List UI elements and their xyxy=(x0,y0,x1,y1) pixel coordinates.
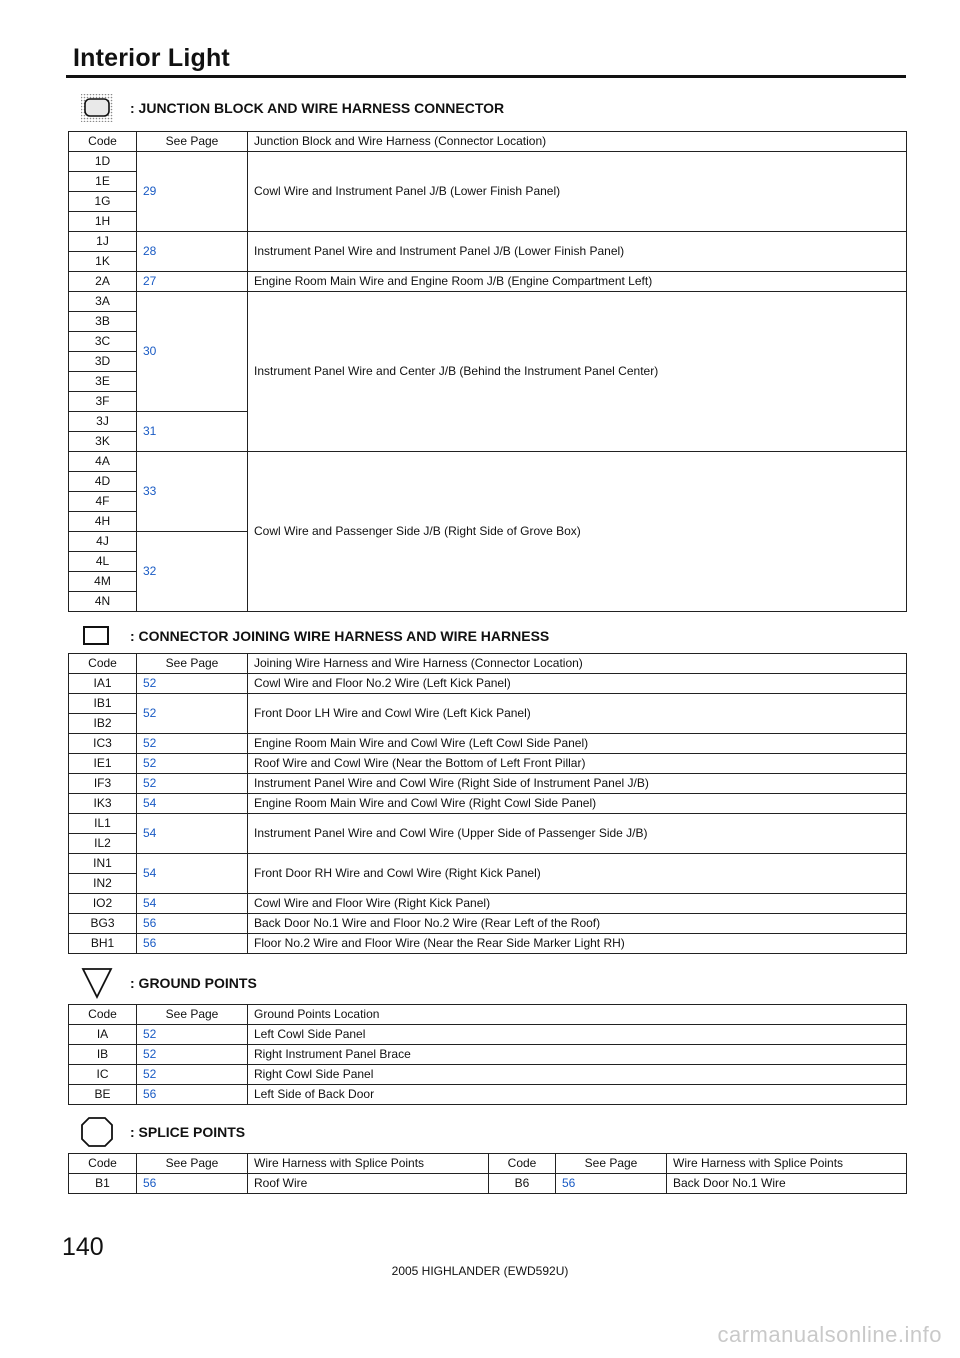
table-row xyxy=(69,674,907,694)
ground-section-heading xyxy=(80,967,257,999)
table-row xyxy=(69,814,907,834)
see-page-link: 56 xyxy=(137,1085,248,1105)
location-description: Cowl Wire and Floor No.2 Wire (Left Kick Panel) xyxy=(248,674,907,694)
page-number: 140 xyxy=(62,1233,104,1261)
connector-code: IL2 xyxy=(69,834,137,854)
location-description: Front Door RH Wire and Cowl Wire (Right Kick Panel) xyxy=(248,854,907,894)
see-page-link: 54 xyxy=(137,794,248,814)
connector-code: 4H xyxy=(69,512,137,532)
connector-code: 1E xyxy=(69,172,137,192)
table-row xyxy=(69,894,907,914)
table-row xyxy=(69,452,907,472)
table-row xyxy=(69,734,907,754)
column-header: See Page xyxy=(556,1154,667,1174)
connector-code: BE xyxy=(69,1085,137,1105)
column-header: See Page xyxy=(137,1154,248,1174)
location-description: Left Cowl Side Panel xyxy=(248,1025,907,1045)
see-page-link: 52 xyxy=(137,1025,248,1045)
location-description: Cowl Wire and Instrument Panel J/B (Lower Finish Panel) xyxy=(248,152,907,232)
see-page-link: 30 xyxy=(137,292,248,412)
location-description: Instrument Panel Wire and Cowl Wire (Upper Side of Passenger Side J/B) xyxy=(248,814,907,854)
column-header: See Page xyxy=(137,132,248,152)
page-footer: 2005 HIGHLANDER (EWD592U) xyxy=(391,1264,569,1278)
see-page-link: 52 xyxy=(137,774,248,794)
column-header: Ground Points Location xyxy=(248,1005,907,1025)
connector-section-heading xyxy=(80,620,549,652)
connector-code: IA1 xyxy=(69,674,137,694)
connector-code: IB1 xyxy=(69,694,137,714)
location-description: Right Cowl Side Panel xyxy=(248,1065,907,1085)
column-header: Code xyxy=(69,1005,137,1025)
table-row xyxy=(69,272,907,292)
connector-code: 4F xyxy=(69,492,137,512)
location-description: Instrument Panel Wire and Cowl Wire (Right Side of Instrument Panel J/B) xyxy=(248,774,907,794)
connector-code: BH1 xyxy=(69,934,137,954)
see-page-link: 29 xyxy=(137,152,248,232)
connector-code: 3F xyxy=(69,392,137,412)
splice-section-heading xyxy=(80,1116,245,1148)
table-row xyxy=(69,1174,907,1194)
connector-code: 3J xyxy=(69,412,137,432)
connector-code: 4M xyxy=(69,572,137,592)
see-page-link: 52 xyxy=(137,1065,248,1085)
table-row xyxy=(69,914,907,934)
connector-code: IN1 xyxy=(69,854,137,874)
junction-block-icon xyxy=(80,92,124,124)
connector-code: IN2 xyxy=(69,874,137,894)
connector-code: BG3 xyxy=(69,914,137,934)
location-description: Engine Room Main Wire and Cowl Wire (Right Cowl Side Panel) xyxy=(248,794,907,814)
connector-code: IK3 xyxy=(69,794,137,814)
connector-code: 1D xyxy=(69,152,137,172)
location-description: Engine Room Main Wire and Engine Room J/B (Engine Compartment Left) xyxy=(248,272,907,292)
table-header-row xyxy=(69,654,907,674)
see-page-link: 52 xyxy=(137,734,248,754)
location-description: Right Instrument Panel Brace xyxy=(248,1045,907,1065)
connector-code: 2A xyxy=(69,272,137,292)
connector-code: 3K xyxy=(69,432,137,452)
table-row xyxy=(69,934,907,954)
connector-code: IO2 xyxy=(69,894,137,914)
connector-code: 3B xyxy=(69,312,137,332)
table-row xyxy=(69,232,907,252)
table-row xyxy=(69,774,907,794)
table-row xyxy=(69,694,907,714)
location-description: Cowl Wire and Floor Wire (Right Kick Panel) xyxy=(248,894,907,914)
location-description: Instrument Panel Wire and Center J/B (Behind the Instrument Panel Center) xyxy=(248,292,907,452)
column-header: See Page xyxy=(137,654,248,674)
location-description: Left Side of Back Door xyxy=(248,1085,907,1105)
see-page-link: 27 xyxy=(137,272,248,292)
see-page-link: 52 xyxy=(137,1045,248,1065)
splice-code: B1 xyxy=(69,1174,137,1194)
connector-code: 4A xyxy=(69,452,137,472)
see-page-link: 56 xyxy=(556,1174,667,1194)
see-page-link: 52 xyxy=(137,674,248,694)
wire-harness-name: Roof Wire xyxy=(248,1174,489,1194)
connector-code: 1G xyxy=(69,192,137,212)
see-page-link: 52 xyxy=(137,754,248,774)
splice-table xyxy=(68,1153,907,1194)
column-header: Code xyxy=(69,654,137,674)
column-header: Joining Wire Harness and Wire Harness (Connector Location) xyxy=(248,654,907,674)
connector-code: 3E xyxy=(69,372,137,392)
location-description: Floor No.2 Wire and Floor Wire (Near the Rear Side Marker Light RH) xyxy=(248,934,907,954)
connector-code: 4N xyxy=(69,592,137,612)
ground-heading-label: : GROUND POINTS xyxy=(130,975,257,991)
connector-code: 3D xyxy=(69,352,137,372)
column-header: Junction Block and Wire Harness (Connector Location) xyxy=(248,132,907,152)
see-page-link: 56 xyxy=(137,914,248,934)
title-rule xyxy=(66,75,906,78)
see-page-link: 54 xyxy=(137,854,248,894)
junction-heading-label: : JUNCTION BLOCK AND WIRE HARNESS CONNECTOR xyxy=(130,100,505,116)
connector-code: 4L xyxy=(69,552,137,572)
connector-code: IL1 xyxy=(69,814,137,834)
connector-code: 1H xyxy=(69,212,137,232)
table-row xyxy=(69,794,907,814)
column-header: Code xyxy=(489,1154,556,1174)
splice-code: B6 xyxy=(489,1174,556,1194)
junction-table xyxy=(68,131,907,612)
location-description: Back Door No.1 Wire and Floor No.2 Wire (Rear Left of the Roof) xyxy=(248,914,907,934)
location-description: Roof Wire and Cowl Wire (Near the Bottom of Left Front Pillar) xyxy=(248,754,907,774)
splice-point-icon xyxy=(80,1116,124,1148)
connector-code: 3C xyxy=(69,332,137,352)
ground-table xyxy=(68,1004,907,1105)
table-row xyxy=(69,754,907,774)
table-row xyxy=(69,1025,907,1045)
connector-code: IC xyxy=(69,1065,137,1085)
see-page-link: 56 xyxy=(137,934,248,954)
connector-code: 4D xyxy=(69,472,137,492)
table-row xyxy=(69,854,907,874)
location-description: Engine Room Main Wire and Cowl Wire (Left Cowl Side Panel) xyxy=(248,734,907,754)
see-page-link: 54 xyxy=(137,894,248,914)
see-page-link: 32 xyxy=(137,532,248,612)
column-header: See Page xyxy=(137,1005,248,1025)
connector-heading-label: : CONNECTOR JOINING WIRE HARNESS AND WIRE HARNESS xyxy=(130,628,550,644)
see-page-link: 56 xyxy=(137,1174,248,1194)
connector-code: IB xyxy=(69,1045,137,1065)
column-header: Code xyxy=(69,132,137,152)
table-row xyxy=(69,292,907,312)
location-description: Instrument Panel Wire and Instrument Panel J/B (Lower Finish Panel) xyxy=(248,232,907,272)
table-row xyxy=(69,152,907,172)
table-header-row xyxy=(69,1005,907,1025)
see-page-link: 31 xyxy=(137,412,248,452)
column-header: Wire Harness with Splice Points xyxy=(667,1154,907,1174)
watermark: carmanualsonline.info xyxy=(717,1322,942,1347)
connector-code: IF3 xyxy=(69,774,137,794)
connector-code: IB2 xyxy=(69,714,137,734)
see-page-link: 28 xyxy=(137,232,248,272)
table-row xyxy=(69,1085,907,1105)
junction-section-heading xyxy=(80,92,504,124)
connector-code: IC3 xyxy=(69,734,137,754)
connector-code: IA xyxy=(69,1025,137,1045)
table-row xyxy=(69,1065,907,1085)
table-header-row xyxy=(69,132,907,152)
location-description: Cowl Wire and Passenger Side J/B (Right Side of Grove Box) xyxy=(248,452,907,612)
page-title: Interior Light xyxy=(73,44,230,72)
see-page-link: 33 xyxy=(137,452,248,532)
see-page-link: 54 xyxy=(137,814,248,854)
connector-code: 3A xyxy=(69,292,137,312)
connector-icon xyxy=(80,620,124,652)
location-description: Front Door LH Wire and Cowl Wire (Left Kick Panel) xyxy=(248,694,907,734)
see-page-link: 52 xyxy=(137,694,248,734)
table-row xyxy=(69,1045,907,1065)
column-header: Wire Harness with Splice Points xyxy=(248,1154,489,1174)
splice-heading-label: : SPLICE POINTS xyxy=(130,1124,246,1140)
connector-code: 1J xyxy=(69,232,137,252)
column-header: Code xyxy=(69,1154,137,1174)
connector-table xyxy=(68,653,907,954)
table-header-row xyxy=(69,1154,907,1174)
connector-code: 1K xyxy=(69,252,137,272)
ground-point-icon xyxy=(80,967,124,999)
connector-code: IE1 xyxy=(69,754,137,774)
wire-harness-name: Back Door No.1 Wire xyxy=(667,1174,907,1194)
connector-code: 4J xyxy=(69,532,137,552)
